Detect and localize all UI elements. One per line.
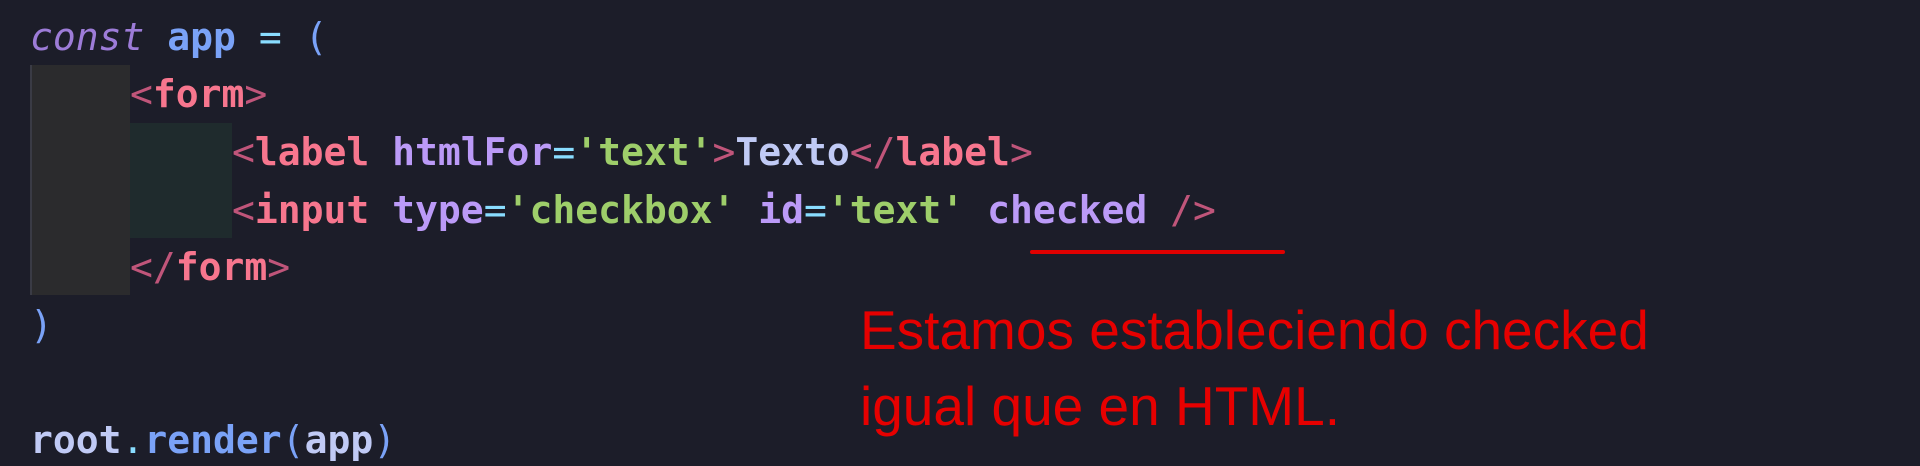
self-close-bracket: /> bbox=[1170, 188, 1216, 232]
string-checkbox: 'checkbox' bbox=[506, 188, 736, 232]
code-line-4 bbox=[232, 181, 1216, 239]
dot-operator: . bbox=[121, 418, 145, 462]
tag-label: label bbox=[254, 130, 370, 174]
attr-checked: checked bbox=[987, 188, 1148, 232]
operator-equals: = bbox=[552, 130, 576, 174]
operator-equals: = bbox=[258, 15, 282, 59]
open-paren: ( bbox=[281, 418, 305, 462]
tag-bracket: < bbox=[130, 72, 153, 116]
open-paren: ( bbox=[304, 15, 328, 59]
attr-htmlFor: htmlFor bbox=[392, 130, 553, 174]
close-paren: ) bbox=[373, 418, 397, 462]
code-line-2 bbox=[130, 65, 267, 123]
tag-input: input bbox=[254, 188, 370, 232]
indent-guide-line bbox=[30, 65, 32, 295]
string-text: 'text' bbox=[575, 130, 713, 174]
code-line-8 bbox=[30, 411, 396, 466]
annotation-underline bbox=[1030, 250, 1285, 254]
annotation-note bbox=[860, 292, 1860, 444]
string-text: 'text' bbox=[826, 188, 965, 232]
tag-bracket: < bbox=[232, 188, 255, 232]
code-line-3 bbox=[232, 123, 1033, 181]
close-paren: ) bbox=[30, 303, 53, 347]
identifier-root: root bbox=[30, 418, 122, 462]
tag-label-close: label bbox=[895, 130, 1010, 174]
indent-guide-outer bbox=[30, 65, 130, 295]
variable-app: app bbox=[167, 15, 236, 59]
tag-bracket: > bbox=[267, 245, 291, 289]
tag-bracket: > bbox=[712, 130, 736, 174]
tag-form-close: form bbox=[175, 245, 268, 289]
argument-app: app bbox=[304, 418, 374, 462]
annotation-line-2: igual que en HTML. bbox=[860, 375, 1340, 437]
operator-equals: = bbox=[804, 188, 827, 232]
indent-guide-inner bbox=[130, 123, 232, 238]
tag-bracket: > bbox=[1009, 130, 1033, 174]
tag-bracket: </ bbox=[849, 130, 896, 174]
operator-equals: = bbox=[483, 188, 507, 232]
method-render: render bbox=[144, 418, 282, 462]
code-line-6 bbox=[30, 296, 53, 354]
tag-bracket: </ bbox=[130, 245, 176, 289]
annotation-line-1: Estamos estableciendo checked bbox=[860, 299, 1649, 361]
tag-bracket: > bbox=[244, 72, 268, 116]
tag-form: form bbox=[152, 72, 245, 116]
jsx-text: Texto bbox=[735, 130, 850, 174]
tag-bracket: < bbox=[232, 130, 255, 174]
keyword-const: const bbox=[30, 15, 145, 59]
code-line-5 bbox=[130, 238, 290, 296]
code-line-1 bbox=[30, 8, 327, 66]
attr-id: id bbox=[758, 188, 805, 232]
attr-type: type bbox=[392, 188, 484, 232]
